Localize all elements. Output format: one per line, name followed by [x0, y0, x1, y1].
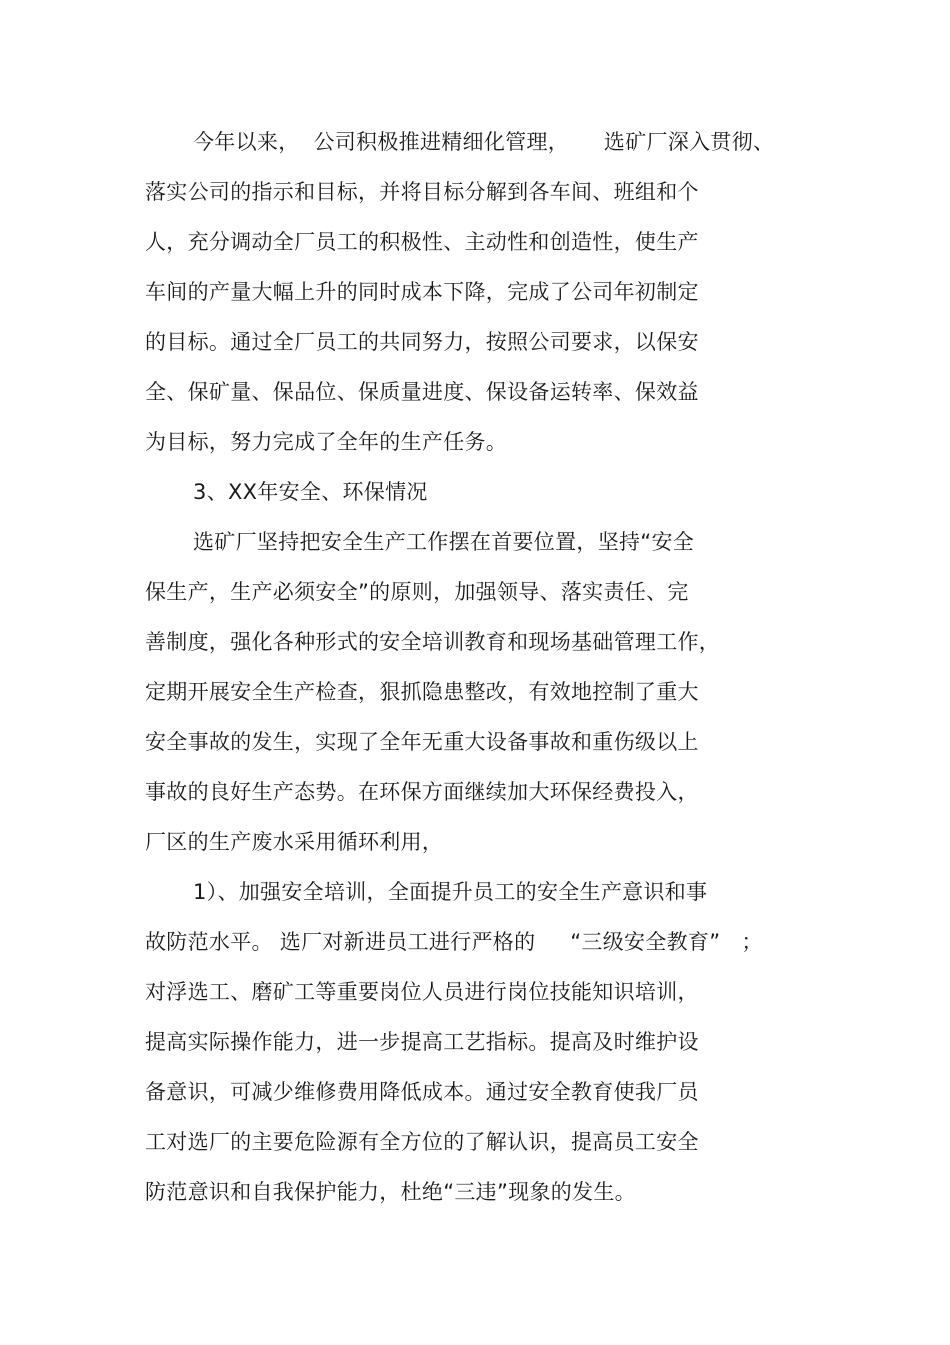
- text-line: 提高实际操作能力，进一步提高工艺指标。提高及时维护设: [145, 1030, 699, 1054]
- text-line: 厂区的生产废水采用循环利用，: [145, 830, 444, 854]
- text-line: 对浮选工、磨矿工等重要岗位人员进行岗位技能知识培训，: [145, 980, 699, 1004]
- section-heading: 3、XX年安全、环保情况: [193, 480, 428, 504]
- text-line: 全、保矿量、保品位、保质量进度、保设备运转率、保效益: [145, 380, 699, 404]
- text-line: 防范意识和自我保护能力，杜绝“三违”现象的发生。: [145, 1180, 636, 1204]
- text-line: 安全事故的发生，实现了全年无重大设备事故和重伤级以上: [145, 730, 699, 754]
- text-line: 的目标。通过全厂员工的共同努力，按照公司要求，以保安: [145, 330, 699, 354]
- text-line: 1）、加强安全培训，全面提升员工的安全生产意识和事: [193, 880, 708, 904]
- text-line: 工对选厂的主要危险源有全方位的了解认识，提高员工安全: [145, 1130, 699, 1154]
- text-line: 为目标，努力完成了全年的生产任务。: [145, 430, 508, 454]
- text-line: 定期开展安全生产检查，狠抓隐患整改，有效地控制了重大: [145, 680, 699, 704]
- text-line: 车间的产量大幅上升的同时成本下降，完成了公司年初制定: [145, 280, 699, 304]
- text-line: 落实公司的指示和目标，并将目标分解到各车间、班组和个: [145, 180, 699, 204]
- text-line: 故防范水平。 选厂对新进员工进行严格的 “三级安全教育” ；: [145, 930, 763, 954]
- text-line: 保生产，生产必须安全”的原则，加强领导、落实责任、完: [145, 580, 689, 604]
- text-line: 事故的良好生产态势。在环保方面继续加大环保经费投入，: [145, 780, 699, 804]
- text-line: 选矿厂坚持把安全生产工作摆在首要位置，坚持“安全: [193, 530, 695, 554]
- text-line: 人，充分调动全厂员工的积极性、主动性和创造性，使生产: [145, 230, 699, 254]
- text-line: 今年以来， 公司积极推进精细化管理， 选矿厂深入贯彻、: [193, 130, 775, 154]
- text-line: 备意识，可减少维修费用降低成本。通过安全教育使我厂员: [145, 1080, 699, 1104]
- text-line: 善制度，强化各种形式的安全培训教育和现场基础管理工作，: [145, 630, 721, 654]
